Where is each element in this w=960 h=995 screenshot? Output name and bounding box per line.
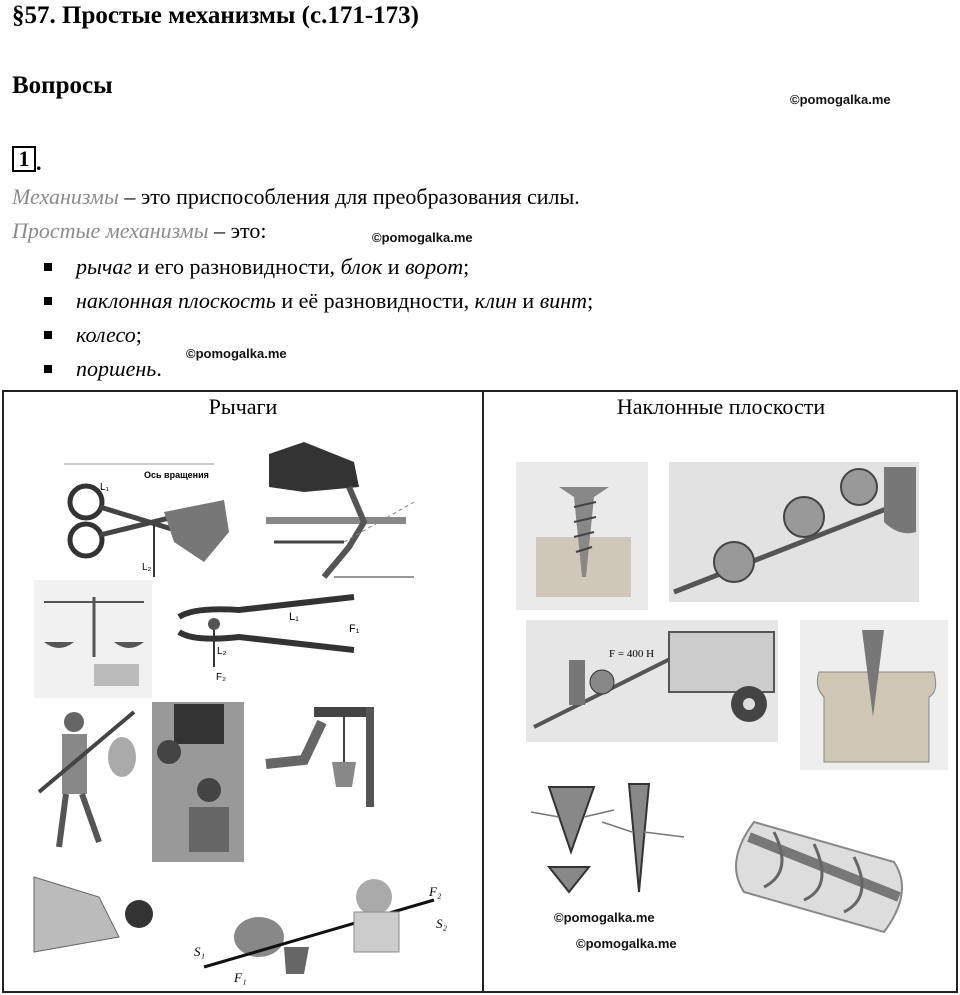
wedges-diagram-image [531, 784, 684, 892]
svg-text:L₁: L₁ [289, 611, 299, 623]
screw-conveyor-image [736, 822, 902, 932]
crowbar-lever-image [194, 879, 448, 985]
pulley-image [152, 702, 244, 862]
cart-ramp-image [526, 620, 778, 742]
wedge-in-block-image [800, 620, 948, 770]
levers-column-title: Рычаги [208, 394, 278, 419]
svg-text:F₁: F₁ [349, 623, 360, 635]
bullet-icon [44, 331, 52, 339]
term-mechanisms: Механизмы [12, 184, 119, 209]
man-with-bundle-image [39, 712, 136, 847]
screw-image [516, 462, 648, 610]
inclined-planes-column-title: Наклонные плоскости [616, 394, 826, 419]
definition-text: – это приспособления для преобразования силы. [118, 184, 580, 209]
balance-scale-image [34, 580, 152, 698]
well-winch-image [266, 707, 374, 807]
arm-image [34, 877, 153, 952]
svg-text:S₂: S₂ [436, 916, 448, 931]
section-heading: Вопросы [12, 72, 113, 99]
question-number: 1 [12, 146, 36, 172]
svg-text:L₂: L₂ [142, 562, 152, 573]
bullet-icon [44, 297, 52, 305]
svg-text:Ось вращения: Ось вращения [144, 470, 209, 480]
term-simple-mechanisms: Простые механизмы [12, 218, 209, 243]
watermark: ©pomogalka.me [372, 230, 473, 245]
bullet-icon [44, 365, 52, 373]
svg-text:F₂: F₂ [429, 884, 442, 899]
scissors-image [64, 464, 229, 577]
watermark: ©pomogalka.me [576, 936, 677, 951]
definition-simple-mechanisms [12, 218, 266, 244]
definition-text: – это: [208, 218, 267, 243]
illustrations [4, 392, 956, 991]
list-item: колесо; [76, 322, 142, 347]
svg-text:L₁: L₁ [100, 482, 109, 493]
svg-text:F = 400 Н: F = 400 Н [609, 648, 655, 660]
list-item: рычаг и его разновидности, блок и ворот; [76, 254, 470, 279]
barrels-ramp-image [669, 462, 919, 602]
question-number-dot: . [36, 150, 42, 175]
watermark: ©pomogalka.me [186, 346, 287, 361]
watermark: ©pomogalka.me [790, 92, 891, 107]
pliers-image [179, 597, 360, 683]
list-item: поршень. [76, 356, 162, 381]
svg-text:F₂: F₂ [216, 672, 226, 683]
illustration-table [2, 390, 958, 993]
list-item: наклонная плоскость и её разновидности, клин и винт; [76, 288, 594, 313]
svg-text:L₂: L₂ [217, 646, 227, 657]
pedal-image [266, 442, 414, 577]
bullet-icon [44, 263, 52, 271]
page-title: §57. Простые механизмы (с.171-173) [12, 2, 420, 29]
svg-text:S₁: S₁ [194, 944, 206, 959]
svg-text:F₁: F₁ [234, 970, 247, 985]
watermark: ©pomogalka.me [554, 910, 655, 925]
definition-mechanisms [12, 184, 580, 210]
